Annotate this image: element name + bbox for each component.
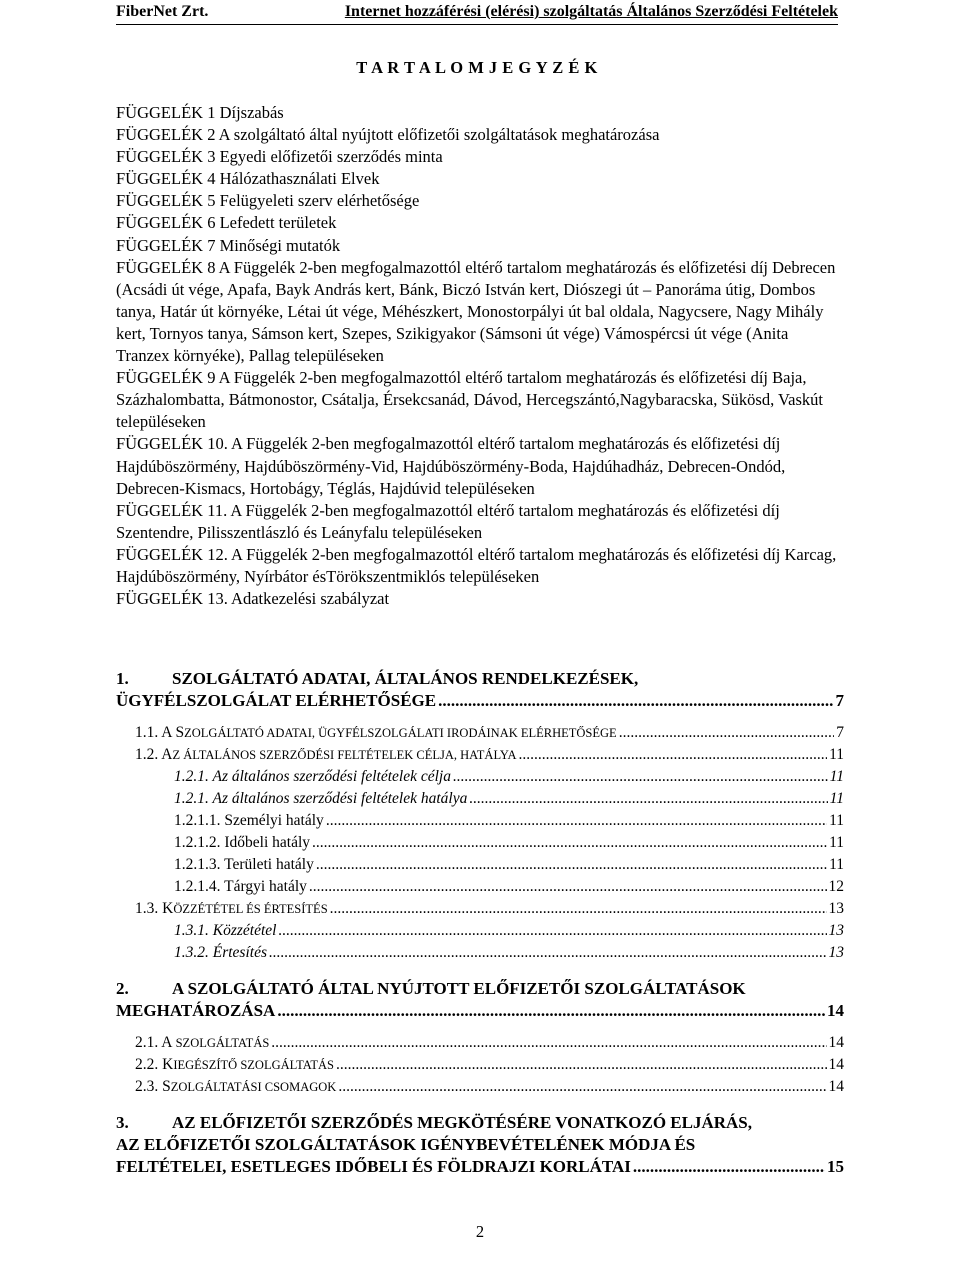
page-header [116, 0, 838, 25]
toc-entry-initial: A S [161, 724, 185, 741]
toc-entry-initial: K [162, 1056, 174, 1073]
table-of-contents [116, 668, 844, 1178]
toc-heading: T A R T A L O M J E G Y Z É K [356, 58, 598, 77]
dot-leader [633, 1156, 825, 1178]
toc-entry-1-2-1-1[interactable] [116, 810, 844, 832]
toc-section-title-line: SZOLGÁLTATÓ ADATAI, ÁLTALÁNOS RENDELKEZÉSEK, [172, 669, 639, 688]
dot-leader [519, 744, 828, 766]
toc-page-number: 13 [828, 900, 844, 917]
toc-section-title-line: ÜGYFÉLSZOLGÁLAT ELÉRHETŐSÉGE [116, 691, 437, 710]
toc-entry-number: 2.3. [135, 1078, 159, 1095]
toc-page-number: 15 [827, 1157, 844, 1176]
appendix-item: FÜGGELÉK 12. A Függelék 2-ben megfogalmazottól eltérő tartalom meghatározás és előfizetési díj Karcag, Hajdúböszörmény, Nyírbátor ésTörökszentmiklós településeken [116, 544, 837, 586]
appendix-item: FÜGGELÉK 7 Minőségi mutatók [116, 235, 341, 255]
toc-entry-title: ZOLGÁLTATÓ ADATAI, ÜGYFÉLSZOLGÁLATI IRODÁINAK ELÉRHETŐSÉGE [184, 726, 617, 740]
toc-entry-title: IEGÉSZÍTŐ SZOLGÁLTATÁS [173, 1058, 335, 1072]
toc-entry-1-2-1[interactable] [116, 766, 844, 788]
toc-entry-number: 2.2. [135, 1056, 159, 1073]
dot-leader [278, 920, 826, 942]
toc-section-number: 3. [116, 1113, 129, 1132]
toc-entry-title: ÖZZÉTÉTEL ÉS ÉRTESÍTÉS [173, 902, 328, 916]
toc-entry-title: SZOLGÁLTATÁS [172, 1036, 270, 1050]
toc-entry-initial: A [161, 1034, 173, 1051]
document-title: Internet hozzáférési (elérési) szolgáltatás Általános Szerződési Feltételek [344, 3, 838, 20]
toc-page-number: 11 [829, 812, 844, 829]
toc-entry-1-3-2[interactable] [116, 942, 844, 964]
dot-leader [469, 788, 827, 810]
toc-section-title-line: MEGHATÁROZÁSA [116, 1001, 276, 1020]
dot-leader [330, 898, 827, 920]
dot-leader [271, 1032, 826, 1054]
toc-entry-2-2[interactable] [116, 1054, 844, 1076]
toc-entry-1-2-1-3[interactable] [116, 854, 844, 876]
toc-entry-title: 1.2.1.2. Időbeli hatály [174, 834, 311, 851]
toc-page-number: 7 [835, 691, 844, 710]
appendix-item: FÜGGELÉK 4 Hálózathasználati Elvek [116, 169, 380, 189]
toc-section-3[interactable] [116, 1112, 844, 1178]
appendix-item: FÜGGELÉK 1 Díjszabás [116, 103, 284, 122]
dot-leader [326, 810, 827, 832]
toc-section-title-line: A SZOLGÁLTATÓ ÁLTAL NYÚJTOTT ELŐFIZETŐI SZOLGÁLTATÁSOK [172, 979, 746, 998]
toc-page-number: 11 [829, 834, 844, 851]
appendix-item: FÜGGELÉK 2 A szolgáltató által nyújtott előfizetői szolgáltatások meghatározása [116, 125, 660, 145]
page-number: 2 [475, 1222, 485, 1241]
toc-entry-title: 1.2.1. Az általános szerződési feltételek hatálya [174, 790, 468, 807]
toc-page-number: 13 [828, 922, 844, 939]
dot-leader [316, 854, 827, 876]
dot-leader [269, 942, 827, 964]
toc-entry-title: 1.2.1.1. Személyi hatály [174, 812, 324, 829]
toc-entry-number: 1.2. [135, 746, 159, 763]
dot-leader [309, 876, 827, 898]
dot-leader [338, 1076, 826, 1098]
dot-leader [438, 690, 833, 712]
toc-section-number: 1. [116, 669, 129, 688]
toc-entry-1-2-1-4[interactable] [116, 876, 844, 898]
toc-entry-initial: K [162, 900, 174, 917]
toc-entry-title: 1.3.2. Értesítés [174, 944, 267, 961]
toc-section-number: 2. [116, 979, 129, 998]
toc-entry-1-2-1-b[interactable] [116, 788, 844, 810]
toc-section-1[interactable] [116, 668, 844, 712]
appendix-item: FÜGGELÉK 8 A Függelék 2-ben megfogalmazottól eltérő tartalom meghatározás és előfizetési díj Debrecen (Acsádi út vége, Apafa, Bayk András kert, Bánk, Biczó István kert, Diószegi út – Panoráma útig, Dombos tanya, Határ út környéke, Létai út vége, Méhészkert, Monostorpályi út bal oldala, Nagycsere, Nagy Mihály kert, Tornyos tanya, Sámson kert, Szepes, Szikigyakor (Sámsoni út vége) Vámospércsi út vége (Anita Tranzex környéke), Pallag településeken [116, 257, 836, 366]
toc-page-number: 14 [828, 1034, 844, 1051]
toc-entry-initial: A [161, 746, 173, 763]
toc-entry-2-1[interactable] [116, 1032, 844, 1054]
toc-entry-1-3-1[interactable] [116, 920, 844, 942]
dot-leader [312, 832, 827, 854]
toc-page-number: 14 [828, 1056, 844, 1073]
appendix-item: FÜGGELÉK 11. A Függelék 2-ben megfogalmazottól eltérő tartalom meghatározás és előfizetési díj Szentendre, Pilisszentlászló és Leányfalu településeken [116, 500, 780, 542]
toc-section-title-line: AZ ELŐFIZETŐI SZERZŐDÉS MEGKÖTÉSÉRE VONATKOZÓ ELJÁRÁS, [172, 1113, 753, 1132]
toc-entry-title: 1.2.1.4. Tárgyi hatály [174, 878, 307, 895]
toc-entry-2-3[interactable] [116, 1076, 844, 1098]
toc-entry-number: 1.3. [135, 900, 159, 917]
toc-entry-number: 1.1. [135, 724, 159, 741]
toc-section-title-line: FELTÉTELEI, ESETLEGES IDŐBELI ÉS FÖLDRAJZI KORLÁTAI [116, 1157, 631, 1176]
toc-entry-title: ZOLGÁLTATÁSI CSOMAGOK [170, 1080, 337, 1094]
toc-page-number: 14 [828, 1078, 844, 1095]
dot-leader [453, 766, 828, 788]
toc-entry-number: 2.1. [135, 1034, 159, 1051]
appendix-item: FÜGGELÉK 3 Egyedi előfizetői szerződés minta [116, 147, 443, 167]
toc-entry-1-1[interactable] [116, 722, 844, 744]
toc-entry-title: Z ÁLTALÁNOS SZERZŐDÉSI FELTÉTELEK CÉLJA, HATÁLYA [172, 748, 517, 762]
toc-page-number: 11 [829, 856, 844, 873]
dot-leader [277, 1000, 825, 1022]
appendix-item: FÜGGELÉK 13. Adatkezelési szabályzat [116, 589, 390, 609]
toc-section-2[interactable] [116, 978, 844, 1022]
toc-page-number: 14 [827, 1001, 844, 1020]
toc-entry-title: 1.2.1. Az általános szerződési feltételek célja [174, 768, 451, 785]
toc-entry-1-2-1-2[interactable] [116, 832, 844, 854]
dot-leader [336, 1054, 826, 1076]
toc-entry-1-3[interactable] [116, 898, 844, 920]
toc-page-number: 11 [829, 768, 844, 785]
appendix-item: FÜGGELÉK 6 Lefedett területek [116, 213, 337, 233]
appendix-item: FÜGGELÉK 5 Felügyeleti szerv elérhetősége [116, 191, 420, 211]
toc-page-number: 11 [829, 790, 844, 807]
toc-entry-title: 1.3.1. Közzététel [174, 922, 277, 939]
toc-page-number: 13 [828, 944, 844, 961]
appendix-item: FÜGGELÉK 9 A Függelék 2-ben megfogalmazottól eltérő tartalom meghatározás és előfizetési díj Baja, Százhalombatta, Bátmonostor, Csátalja, Érsekcsanád, Dávod, Hercegszántó,Nagybaracska, Sükösd, Vaskút településeken [116, 368, 823, 432]
appendix-item: FÜGGELÉK 10. A Függelék 2-ben megfogalmazottól eltérő tartalom meghatározás és előfizetési díj Hajdúböszörmény, Hajdúböszörmény-Vid, Hajdúböszörmény-Boda, Hajdúhadház, Debrecen-Ondód, Debrecen-Kismacs, Hortobágy, Téglás, Hajdúvid településeken [116, 434, 786, 498]
toc-page-number: 12 [828, 878, 844, 895]
toc-page-number: 7 [836, 724, 844, 741]
toc-page-number: 11 [829, 746, 844, 763]
toc-entry-initial: S [162, 1078, 171, 1095]
appendix-list [116, 102, 838, 610]
dot-leader [619, 722, 835, 744]
company-name: FiberNet Zrt. [116, 3, 209, 20]
toc-entry-1-2[interactable] [116, 744, 844, 766]
toc-section-title-line: AZ ELŐFIZETŐI SZOLGÁLTATÁSOK IGÉNYBEVÉTELÉNEK MÓDJA ÉS [116, 1135, 696, 1154]
toc-entry-title: 1.2.1.3. Területi hatály [174, 856, 314, 873]
